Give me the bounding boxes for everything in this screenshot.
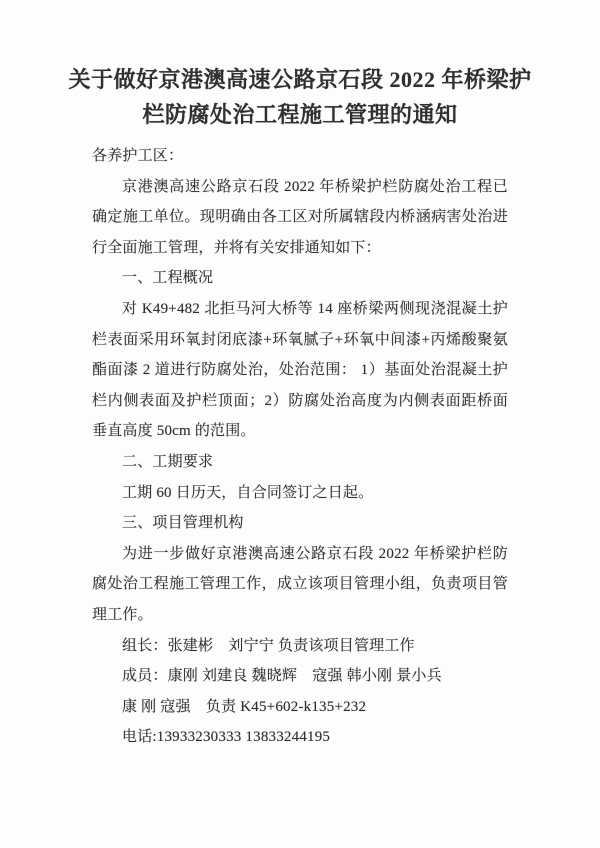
line-section-responsibility: 康 刚 寇强 负责 K45+602-k135+232 bbox=[122, 698, 367, 715]
line-phone-numbers: 电话:13933230333 13833244195 bbox=[122, 729, 331, 746]
section-heading-management-org: 三、项目管理机构 bbox=[122, 515, 244, 532]
paragraph-management-org: 为进一步做好京港澳高速公路京石段 2022 年桥梁护栏防腐处治工程施工管理工作，成立该项目管理小组，负责项目管理工作。 bbox=[92, 545, 508, 623]
line-group-members: 成员：康刚 刘建良 魏晓辉 寇强 韩小刚 景小兵 bbox=[122, 668, 442, 685]
section-heading-schedule: 二、工期要求 bbox=[122, 453, 214, 470]
line-group-leaders: 组长：张建彬 刘宁宁 负责该项目管理工作 bbox=[122, 637, 415, 654]
paragraph-schedule: 工期 60 日历天，自合同签订之日起。 bbox=[122, 484, 374, 501]
document-body bbox=[92, 141, 508, 753]
paragraph-project-overview: 对 K49+482 北拒马河大桥等 14 座桥梁两侧现浇混凝土护栏表面采用环氧封闭底漆+环氧腻子+环氧中间漆+丙烯酸聚氨酯面漆 2 道进行防腐处治，处治范围： 1）基面处治混凝土护栏内侧表面及护栏顶面；2）防腐处治高度为内侧表面距桥面垂直高度 50cm 的范围。 bbox=[92, 300, 508, 440]
section-heading-project-overview: 一、工程概况 bbox=[122, 270, 214, 287]
paragraph-intro: 京港澳高速公路京石段 2022 年桥梁护栏防腐处治工程已确定施工单位。现明确由各工区对所属辖段内桥涵病害处治进行全面施工管理，并将有关安排通知如下： bbox=[92, 178, 508, 256]
salutation: 各养护工区： bbox=[92, 148, 184, 164]
document-title: 关于做好京港澳高速公路京石段 2022 年桥梁护栏防腐处治工程施工管理的通知 bbox=[68, 67, 532, 127]
